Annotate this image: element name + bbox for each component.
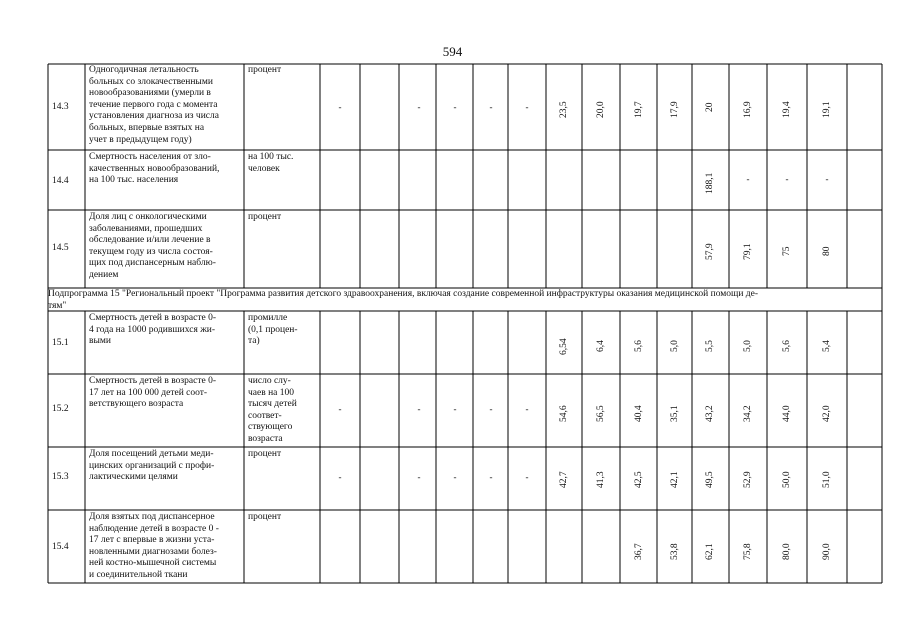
value-cell: 62,1 <box>705 543 715 560</box>
value-cell: 6,54 <box>559 338 569 355</box>
row-unit: процент <box>248 212 282 222</box>
row-id: 15.3 <box>52 472 69 482</box>
value-cell: 75,8 <box>743 543 753 560</box>
value-cell: 43,2 <box>705 405 715 422</box>
value-cell: 40,4 <box>634 405 644 422</box>
value-cell: 20 <box>705 102 715 112</box>
empty-value: - <box>338 404 342 414</box>
empty-value: - <box>525 102 529 112</box>
value-cell: 80 <box>822 246 832 256</box>
empty-value: - <box>489 102 493 112</box>
row-unit: промилле (0,1 процен- та) <box>248 313 298 347</box>
row-name: Доля взятых под диспансерное наблюдение детей в возрасте 0 - 17 лет с впервые в жизни уста- новленными диагнозами болез- ней костно-мышечной системы и соединительной ткани <box>89 512 219 580</box>
value-cell: 23,5 <box>559 101 569 118</box>
empty-value: - <box>338 102 342 112</box>
row-id: 14.3 <box>52 102 69 112</box>
empty-value: - <box>489 472 493 482</box>
empty-value: - <box>785 174 789 184</box>
row-unit: процент <box>248 512 282 522</box>
value-cell: 188,1 <box>705 172 715 194</box>
value-cell: 20,0 <box>596 101 606 118</box>
row-name: Доля лиц с онкологическими заболеваниями, прошедших обследование и/или лечение в текущем году из числа состоя- щих под диспансерным наблю- дением <box>89 212 216 280</box>
subprogram-header: Подпрограмма 15 "Региональный проект "Программа развития детского здравоохранения, включая создание современной инфраструктуры оказания медицинской помощи де- тям" <box>48 289 759 311</box>
row-id: 15.4 <box>52 542 69 552</box>
value-cell: 19,1 <box>822 101 832 118</box>
row-name: Смертность детей в возрасте 0- 17 лет на 100 000 детей соот- ветствующего возраста <box>89 376 216 410</box>
value-cell: 49,5 <box>705 471 715 488</box>
value-cell: 42,0 <box>822 405 832 422</box>
row-unit: на 100 тыс. человек <box>248 152 294 174</box>
value-cell: 19,7 <box>634 101 644 118</box>
value-cell: 56,5 <box>596 405 606 422</box>
value-cell: 57,9 <box>705 243 715 260</box>
empty-value: - <box>489 404 493 414</box>
value-cell: 90,0 <box>822 543 832 560</box>
value-cell: 52,9 <box>743 471 753 488</box>
value-cell: 19,4 <box>782 101 792 118</box>
row-id: 14.5 <box>52 243 69 253</box>
row-name: Смертность населения от зло- качественных новообразований, на 100 тыс. населения <box>89 152 220 186</box>
value-cell: 34,2 <box>743 405 753 422</box>
empty-value: - <box>746 174 750 184</box>
value-cell: 41,3 <box>596 471 606 488</box>
row-id: 15.1 <box>52 338 69 348</box>
row-unit: процент <box>248 65 282 75</box>
value-cell: 75 <box>782 246 792 256</box>
empty-value: - <box>525 472 529 482</box>
empty-value: - <box>453 472 457 482</box>
row-unit: число слу- чаев на 100 тысяч детей соответ- ствующего возраста <box>248 376 297 444</box>
value-cell: 50,0 <box>782 471 792 488</box>
value-cell: 5,0 <box>743 340 753 352</box>
value-cell: 42,7 <box>559 471 569 488</box>
empty-value: - <box>525 404 529 414</box>
row-id: 14.4 <box>52 176 69 186</box>
value-cell: 35,1 <box>670 405 680 422</box>
empty-value: - <box>417 472 421 482</box>
value-cell: 54,6 <box>559 405 569 422</box>
row-name: Одногодичная летальность больных со злокачественными новообразованиями (умерли в течение первого года с момента установления диагноза из числа больных, впервые взятых на учет в предыдущем году) <box>89 65 219 145</box>
value-cell: 16,9 <box>743 101 753 118</box>
value-cell: 42,5 <box>634 471 644 488</box>
row-id: 15.2 <box>52 404 69 414</box>
empty-value: - <box>825 174 829 184</box>
value-cell: 80,0 <box>782 543 792 560</box>
empty-value: - <box>417 102 421 112</box>
page-number: 594 <box>442 44 463 59</box>
value-cell: 17,9 <box>670 101 680 118</box>
value-cell: 42,1 <box>670 471 680 488</box>
row-name: Доля посещений детьми меди- цинских организаций с профи- лактическими целями <box>89 449 215 483</box>
value-cell: 6,4 <box>596 340 606 352</box>
value-cell: 36,7 <box>634 543 644 560</box>
row-name: Смертность детей в возрасте 0- 4 года на 1000 родившихся жи- выми <box>89 313 216 347</box>
value-cell: 51,0 <box>822 471 832 488</box>
empty-value: - <box>453 102 457 112</box>
empty-value: - <box>453 404 457 414</box>
value-cell: 5,6 <box>634 340 644 352</box>
value-cell: 5,5 <box>705 340 715 352</box>
value-cell: 5,0 <box>670 340 680 352</box>
value-cell: 44,0 <box>782 405 792 422</box>
row-unit: процент <box>248 449 282 459</box>
value-cell: 79,1 <box>743 243 753 260</box>
empty-value: - <box>338 472 342 482</box>
value-cell: 53,8 <box>670 543 680 560</box>
value-cell: 5,4 <box>822 340 832 352</box>
empty-value: - <box>417 404 421 414</box>
value-cell: 5,6 <box>782 340 792 352</box>
